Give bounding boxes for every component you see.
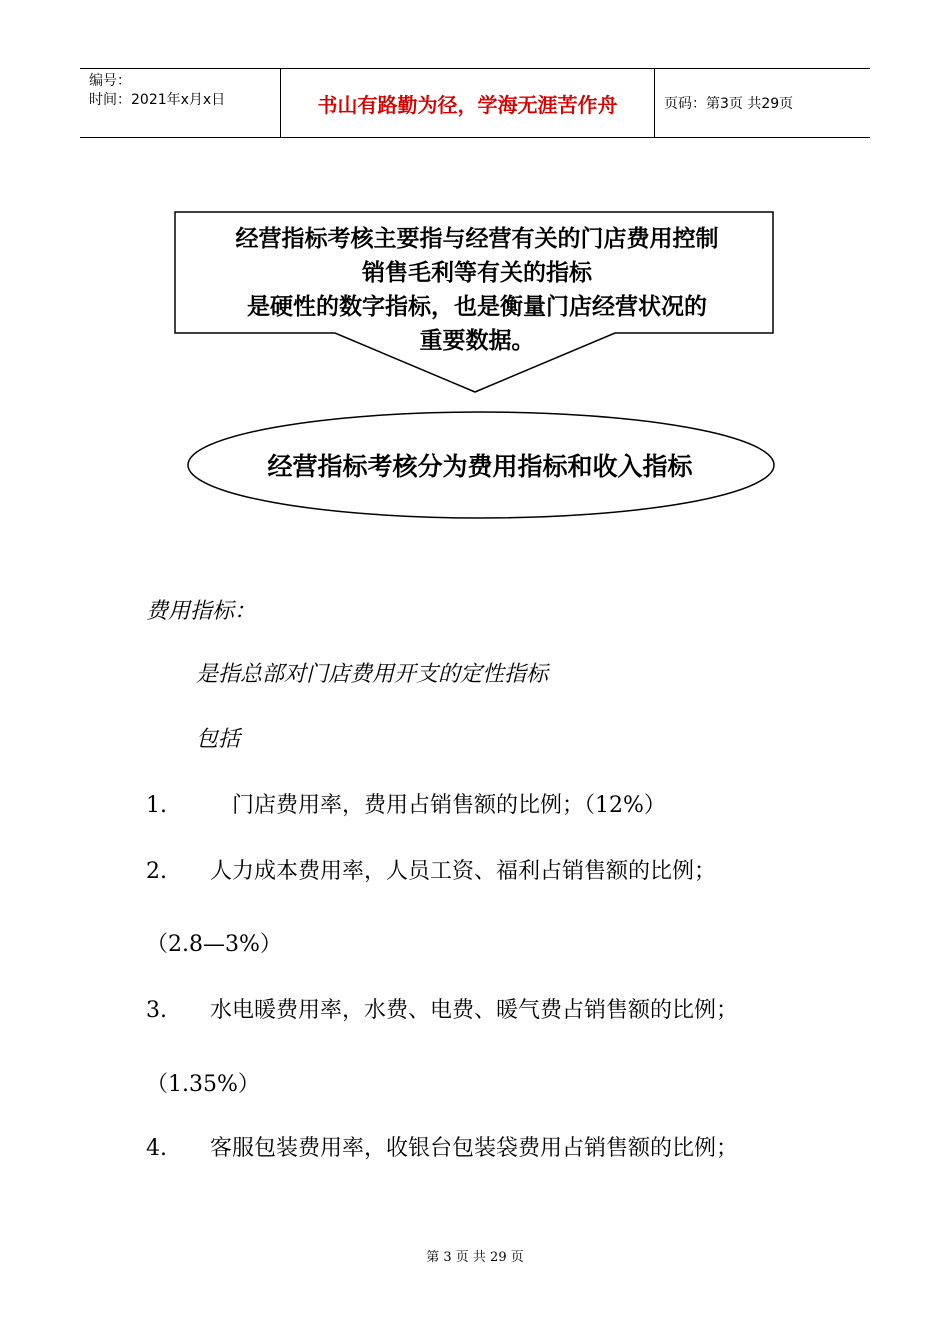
callout-line: 重要数据。	[419, 328, 535, 354]
list-item-text: 水电暖费用率，水费、电费、暖气费占销售额的比例；	[210, 998, 739, 1023]
list-item-text: 门店费用率，费用占销售额的比例；（12%）	[232, 793, 666, 818]
section-title: 费用指标：	[146, 599, 257, 624]
list-item	[146, 854, 716, 885]
callout-text	[182, 222, 772, 358]
list-item-number: 3.	[146, 998, 167, 1023]
list-item-continuation: （2.8—3%）	[146, 932, 282, 957]
callout-line: 是硬性的数字指标，也是衡量门店经营状况的	[247, 294, 707, 320]
list-item	[146, 993, 738, 1024]
callout-line: 销售毛利等有关的指标	[362, 260, 592, 286]
time-label: 时间：2021年x月x日	[89, 92, 226, 108]
list-item-text: 客服包装费用率，收银台包装袋费用占销售额的比例；	[210, 1136, 739, 1161]
list-item-number: 4.	[146, 1136, 167, 1161]
header-page-info: 页码：第3页 共29页	[664, 96, 794, 112]
list-item-number: 2.	[146, 859, 167, 884]
definition-text: 是指总部对门店费用开支的定性指标	[196, 662, 549, 687]
list-item	[146, 1131, 738, 1162]
list-item-number: 1.	[146, 793, 167, 818]
list-item	[146, 788, 666, 819]
number-label: 编号：	[89, 73, 131, 89]
header-motto: 书山有路勤为径，学海无涯苦作舟	[317, 92, 618, 117]
ellipse-label: 经营指标考核分为费用指标和收入指标	[267, 452, 693, 481]
list-item-text: 人力成本费用率，人员工资、福利占销售额的比例；	[210, 859, 717, 884]
callout-line: 经营指标考核主要指与经营有关的门店费用控制	[235, 226, 719, 252]
includes-text: 包括	[196, 727, 241, 752]
page-footer: 第 3 页 共 29 页	[426, 1250, 524, 1265]
list-item-continuation: （1.35%）	[146, 1072, 260, 1097]
